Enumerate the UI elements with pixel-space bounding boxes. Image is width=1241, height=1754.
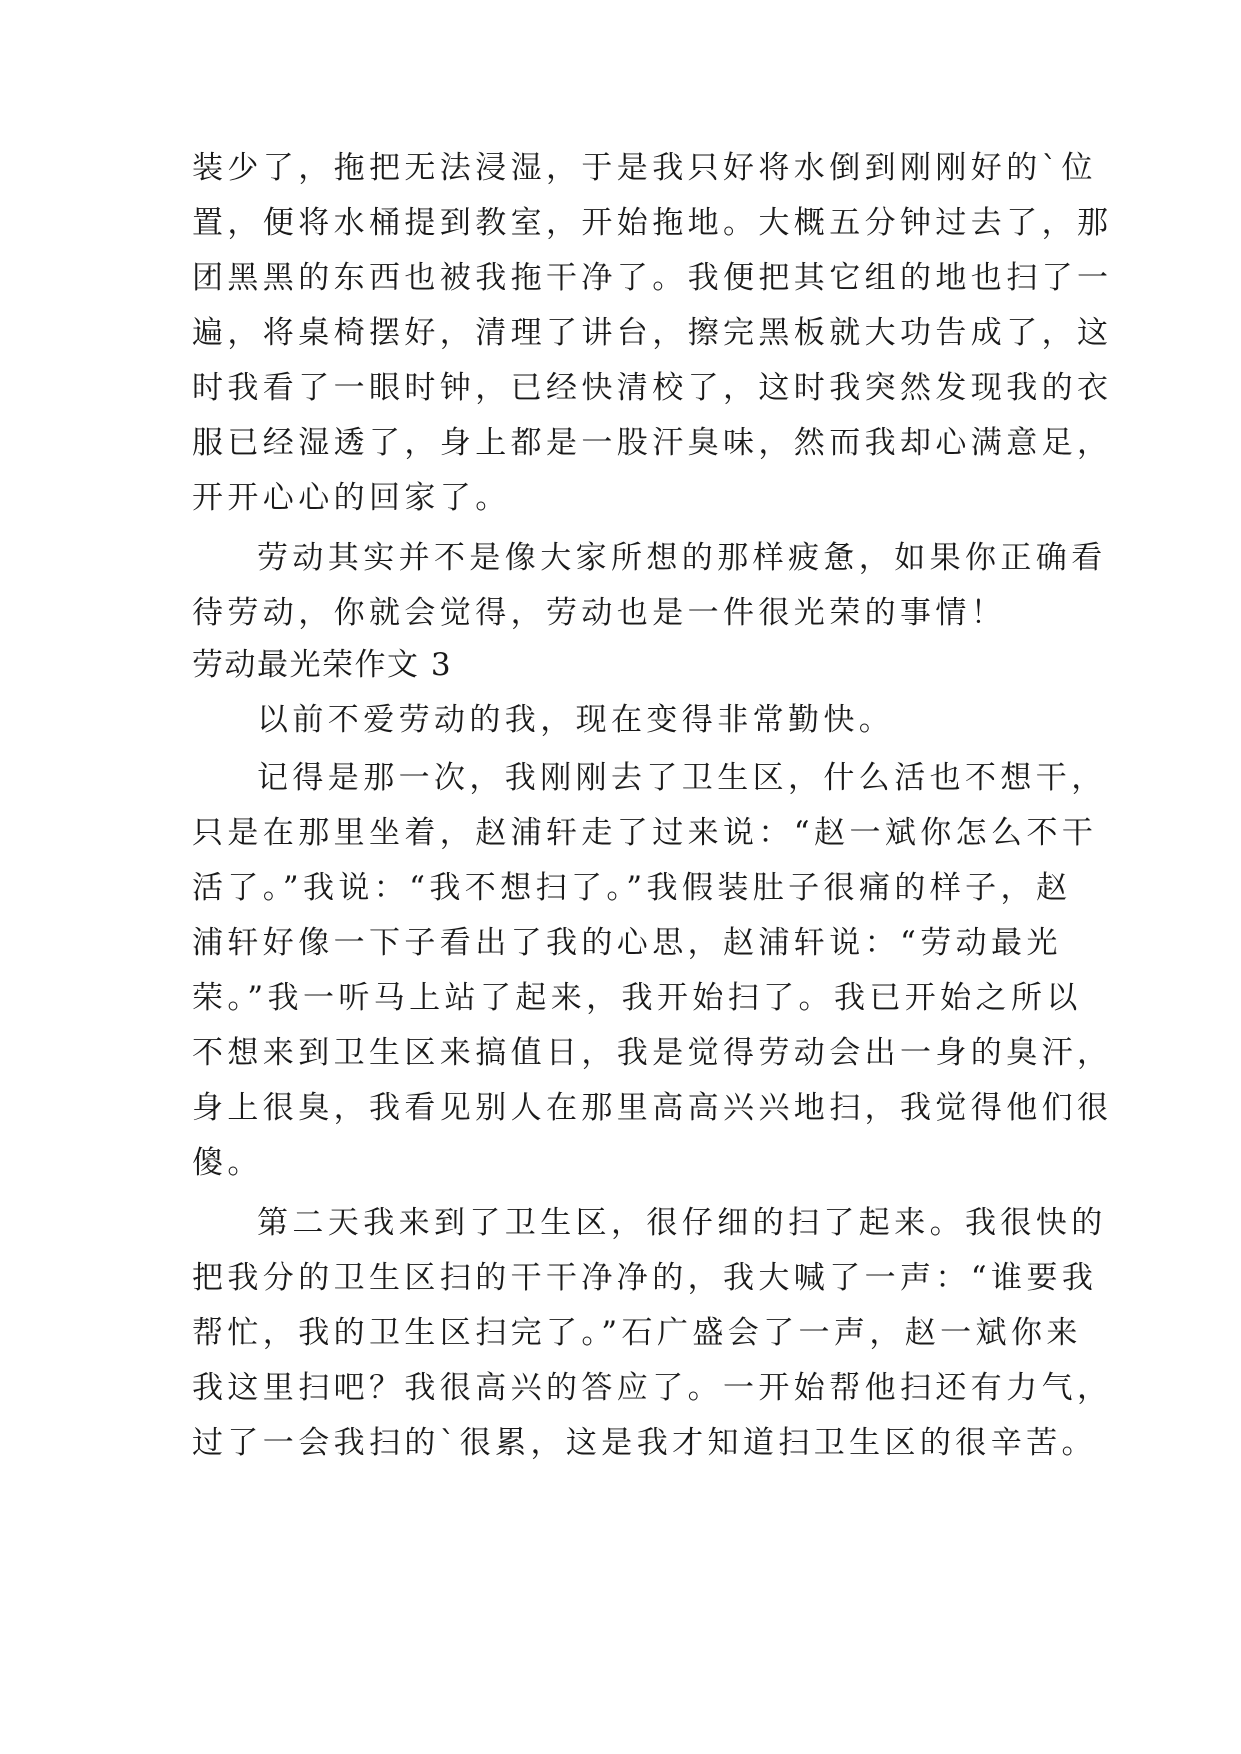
paragraph-2-line-2: 待劳动，你就会觉得，劳动也是一件很光荣的事情！ bbox=[192, 595, 1007, 631]
paragraph-3-line-1: 以前不爱劳动的我，现在变得非常勤快。 bbox=[257, 702, 895, 738]
paragraph-4-line-3: 活了。”我说：“我不想扫了。”我假装肚子很痛的样子，赵 bbox=[192, 870, 1072, 906]
paragraph-4-line-8: 傻。 bbox=[192, 1145, 263, 1181]
paragraph-5-line-3: 帮忙，我的卫生区扫完了。”石广盛会了一声，赵一斌你来 bbox=[192, 1315, 1082, 1351]
paragraph-1-line-3: 团黑黑的东西也被我拖干净了。我便把其它组的地也扫了一 bbox=[192, 260, 1113, 296]
paragraph-4-line-4: 浦轩好像一下子看出了我的心思，赵浦轩说：“劳动最光 bbox=[192, 925, 1062, 961]
paragraph-4-line-7: 身上很臭，我看见别人在那里高高兴兴地扫，我觉得他们很 bbox=[192, 1090, 1113, 1126]
paragraph-4-line-2: 只是在那里坐着，赵浦轩走了过来说：“赵一斌你怎么不干 bbox=[192, 815, 1098, 851]
paragraph-4-line-1: 记得是那一次，我刚刚去了卫生区，什么活也不想干， bbox=[257, 760, 1107, 796]
paragraph-4-line-5: 荣。”我一听马上站了起来，我开始扫了。我已开始之所以 bbox=[192, 980, 1082, 1016]
paragraph-5-line-4: 我这里扫吧？我很高兴的答应了。一开始帮他扫还有力气， bbox=[192, 1370, 1113, 1406]
paragraph-1-line-1: 装少了，拖把无法浸湿，于是我只好将水倒到刚刚好的`位 bbox=[192, 150, 1097, 186]
paragraph-1-line-2: 置，便将水桶提到教室，开始拖地。大概五分钟过去了，那 bbox=[192, 205, 1113, 241]
paragraph-2-line-1: 劳动其实并不是像大家所想的那样疲惫，如果你正确看 bbox=[257, 540, 1107, 576]
paragraph-5-line-2: 把我分的卫生区扫的干干净净的，我大喊了一声：“谁要我 bbox=[192, 1260, 1098, 1296]
essay-heading: 劳动最光荣作文 3 bbox=[192, 647, 453, 683]
paragraph-1-line-7: 开开心心的回家了。 bbox=[192, 480, 511, 516]
paragraph-5-line-1: 第二天我来到了卫生区，很仔细的扫了起来。我很快的 bbox=[257, 1205, 1107, 1241]
paragraph-5-line-5: 过了一会我扫的`很累，这是我才知道扫卫生区的很辛苦。 bbox=[192, 1425, 1097, 1461]
paragraph-1-line-5: 时我看了一眼时钟，已经快清校了，这时我突然发现我的衣 bbox=[192, 370, 1113, 406]
paragraph-1-line-6: 服已经湿透了，身上都是一股汗臭味，然而我却心满意足， bbox=[192, 425, 1113, 461]
paragraph-4-line-6: 不想来到卫生区来搞值日，我是觉得劳动会出一身的臭汗， bbox=[192, 1035, 1113, 1071]
paragraph-1-line-4: 遍，将桌椅摆好，清理了讲台，擦完黑板就大功告成了，这 bbox=[192, 315, 1113, 351]
